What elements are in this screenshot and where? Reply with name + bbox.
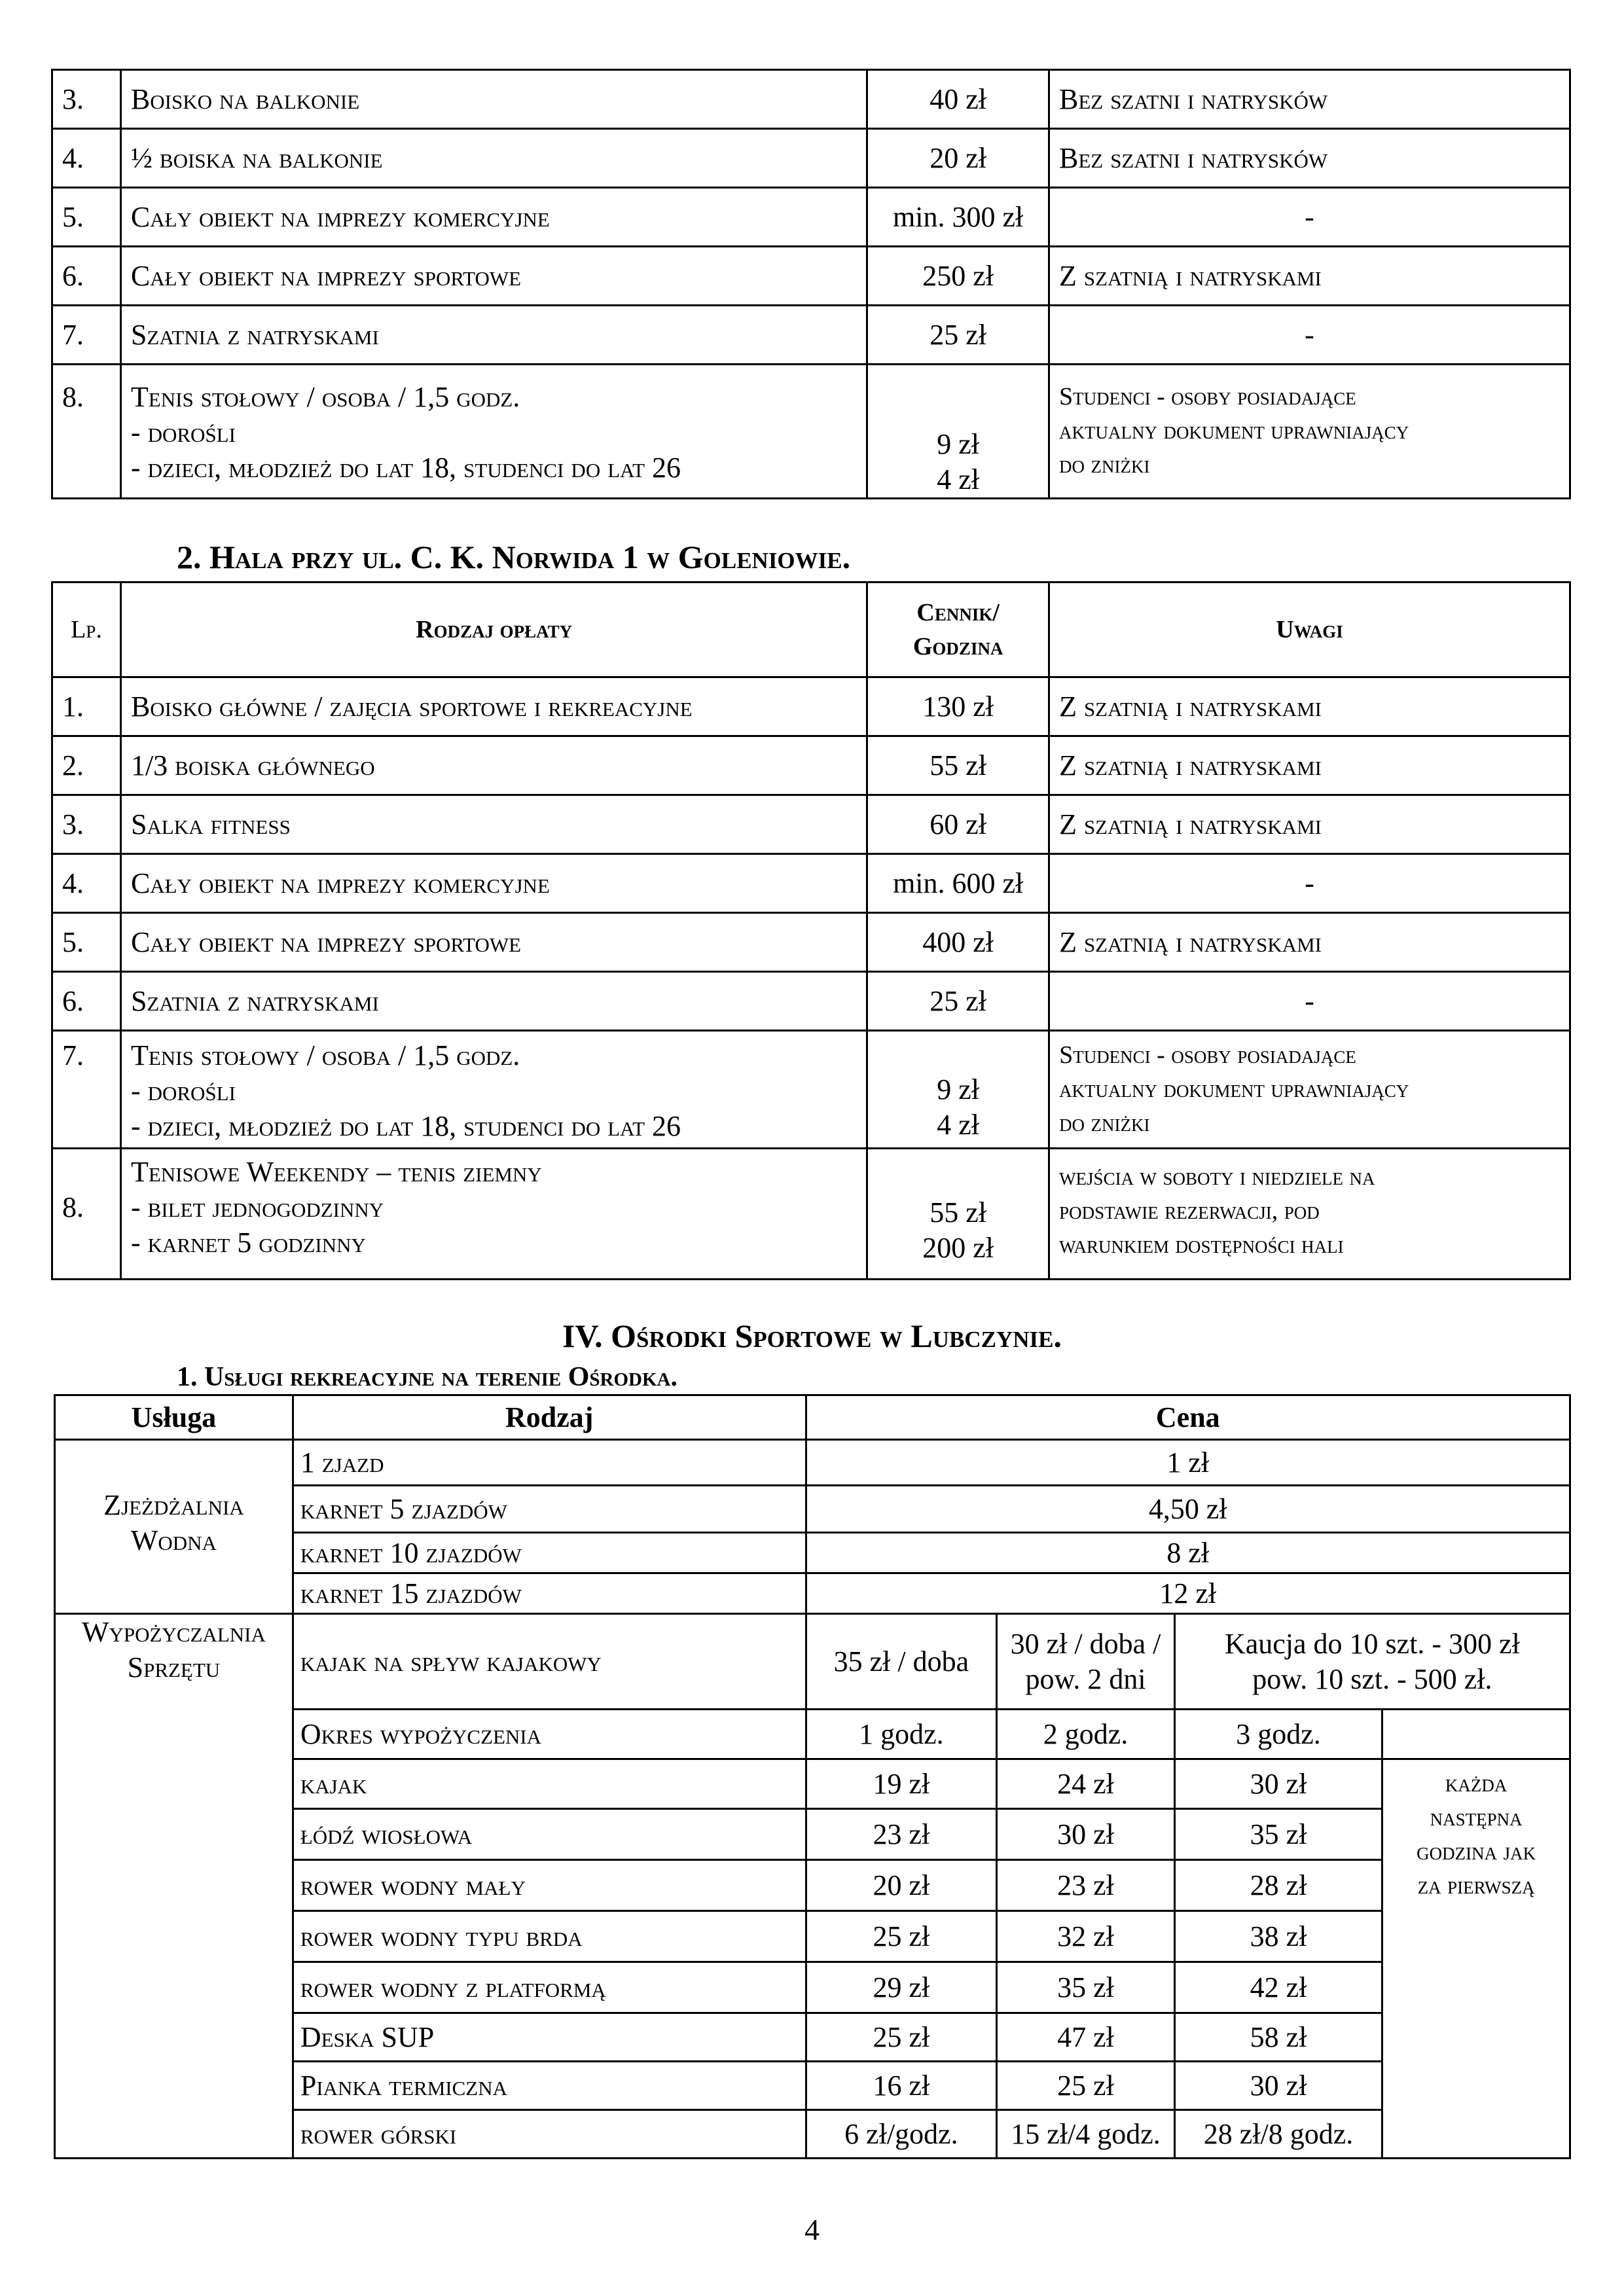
table-row bbox=[52, 854, 1570, 913]
table-row bbox=[52, 1031, 1570, 1149]
tenis-note: Studenci - osoby posiadające bbox=[1059, 1041, 1356, 1069]
table-row bbox=[52, 736, 1570, 795]
price-table-lubczyna bbox=[54, 1394, 1571, 2159]
table-row bbox=[52, 972, 1570, 1031]
name-cell: Cały obiekt na imprezy komercyjne bbox=[120, 854, 867, 913]
name-cell: Cały obiekt na imprezy sportowe bbox=[120, 247, 867, 306]
kind-cell: Pianka termiczna bbox=[293, 2062, 806, 2110]
name-cell bbox=[120, 1149, 867, 1280]
kind-cell: kajak bbox=[293, 1759, 806, 1809]
name-cell: Salka fitness bbox=[120, 795, 867, 854]
empty-cell bbox=[1382, 1710, 1570, 1759]
price-cell: 23 zł bbox=[806, 1809, 997, 1860]
price-cell: 15 zł/4 godz. bbox=[997, 2110, 1175, 2159]
price-cell bbox=[997, 1614, 1175, 1710]
lp-cell: 8. bbox=[52, 1149, 121, 1280]
price-cell: 25 zł bbox=[867, 306, 1049, 365]
price-cell: 29 zł bbox=[806, 1962, 997, 2013]
period-cell: 1 godz. bbox=[806, 1710, 997, 1759]
tenis-price: 9 zł bbox=[937, 428, 979, 460]
page-number: 4 bbox=[804, 2213, 820, 2246]
note-cell: - bbox=[1049, 306, 1570, 365]
tenis-note: aktualny dokument uprawniający bbox=[1058, 417, 1409, 444]
lp-cell: 2. bbox=[52, 736, 121, 795]
deposit-line: pow. 10 szt. - 500 zł. bbox=[1252, 1662, 1492, 1695]
price-cell: 130 zł bbox=[867, 677, 1049, 736]
price-cell: 28 zł/8 godz. bbox=[1174, 2110, 1382, 2159]
price-cell: 23 zł bbox=[997, 1860, 1175, 1911]
period-cell: 2 godz. bbox=[997, 1710, 1175, 1759]
note-cell: Z szatnią i natryskami bbox=[1049, 247, 1570, 306]
weekend-line: - karnet 5 godzinny bbox=[130, 1227, 366, 1259]
deposit-cell bbox=[1174, 1614, 1570, 1710]
price-cell bbox=[867, 1031, 1049, 1149]
tenis-price: 4 zł bbox=[937, 463, 979, 495]
lp-cell: 7. bbox=[52, 1031, 121, 1149]
table-row bbox=[52, 247, 1570, 306]
name-cell: Szatnia z natryskami bbox=[120, 972, 867, 1031]
lp-header: Lp. bbox=[52, 583, 121, 677]
price-cell: 250 zł bbox=[867, 247, 1049, 306]
price-cell: 35 zł bbox=[997, 1962, 1175, 2013]
table-row bbox=[52, 677, 1570, 736]
price-cell: 4,50 zł bbox=[806, 1486, 1570, 1533]
service-header: Usługa bbox=[55, 1395, 293, 1440]
price-cell: 40 zł bbox=[867, 70, 1049, 129]
lp-cell: 3. bbox=[52, 795, 121, 854]
kind-cell: karnet 5 zjazdów bbox=[293, 1486, 806, 1533]
price-cell: 20 zł bbox=[806, 1860, 997, 1911]
weekend-price: 55 zł bbox=[929, 1196, 987, 1229]
note-cell: Z szatnią i natryskami bbox=[1049, 795, 1570, 854]
kind-cell: kajak na spływ kajakowy bbox=[293, 1614, 806, 1710]
tenis-line: - dzieci, młodzież do lat 18, studenci do lat 26 bbox=[130, 1110, 681, 1142]
note-cell bbox=[1049, 365, 1570, 499]
price-cell bbox=[867, 365, 1049, 499]
lp-cell: 1. bbox=[52, 677, 121, 736]
price-header-line: Cennik/ bbox=[916, 599, 1000, 626]
table-row bbox=[52, 129, 1570, 188]
table-row bbox=[52, 1149, 1570, 1280]
tenis-title: Tenis stołowy / osoba / 1,5 godz. bbox=[130, 1039, 520, 1071]
service-cell-rental bbox=[55, 1614, 293, 2159]
table-row bbox=[52, 306, 1570, 365]
tenis-price: 4 zł bbox=[937, 1109, 980, 1141]
table-row bbox=[52, 795, 1570, 854]
service-label: Zjeżdżalnia bbox=[103, 1489, 244, 1521]
price-cell: 20 zł bbox=[867, 129, 1049, 188]
price-header: Cena bbox=[806, 1395, 1570, 1440]
tenis-price: 9 zł bbox=[937, 1073, 980, 1105]
price-cell bbox=[867, 1149, 1049, 1280]
tenis-note: aktualny dokument uprawniający bbox=[1059, 1075, 1409, 1103]
section-heading-lubczyna: IV. Ośrodki Sportowe w Lubczynie. bbox=[562, 1318, 1062, 1354]
note-cell: - bbox=[1049, 972, 1570, 1031]
deposit-line: Kaucja do 10 szt. - 300 zł bbox=[1224, 1627, 1520, 1660]
price-cell: 55 zł bbox=[867, 736, 1049, 795]
price-cell: 42 zł bbox=[1174, 1962, 1382, 2013]
note-line: za pierwszą bbox=[1417, 1872, 1535, 1899]
table-row bbox=[52, 913, 1570, 972]
note-cell: Z szatnią i natryskami bbox=[1049, 677, 1570, 736]
note-cell bbox=[1049, 1031, 1570, 1149]
price-line: 30 zł / doba / bbox=[1010, 1627, 1161, 1660]
price-cell: 60 zł bbox=[867, 795, 1049, 854]
lp-cell: 6. bbox=[52, 247, 121, 306]
note-cell: - bbox=[1049, 854, 1570, 913]
name-cell: Szatnia z natryskami bbox=[120, 306, 867, 365]
table-header-row bbox=[52, 583, 1570, 677]
price-cell: 38 zł bbox=[1174, 1911, 1382, 1962]
note-line: każda bbox=[1445, 1770, 1507, 1797]
name-header: Rodzaj opłaty bbox=[120, 583, 867, 677]
table-row bbox=[52, 188, 1570, 247]
kind-cell: rower górski bbox=[293, 2110, 806, 2159]
note-cell: - bbox=[1049, 188, 1570, 247]
price-cell: 400 zł bbox=[867, 913, 1049, 972]
kind-cell: Okres wypożyczenia bbox=[293, 1710, 806, 1759]
price-cell: 25 zł bbox=[867, 972, 1049, 1031]
price-cell: 25 zł bbox=[997, 2062, 1175, 2110]
subsection-heading-uslugi: 1. Usługi rekreacyjne na terenie Ośrodka. bbox=[177, 1362, 677, 1392]
note-cell bbox=[1049, 1149, 1570, 1280]
weekend-line: - bilet jednogodzinny bbox=[130, 1191, 384, 1223]
tenis-note: do zniżki bbox=[1058, 451, 1150, 478]
kind-cell: łódź wiosłowa bbox=[293, 1809, 806, 1860]
weekend-note: wejścia w soboty i niedziele na bbox=[1059, 1163, 1375, 1191]
price-cell: 58 zł bbox=[1174, 2013, 1382, 2062]
kind-cell: karnet 15 zjazdów bbox=[293, 1573, 806, 1614]
service-label: Sprzętu bbox=[127, 1651, 221, 1683]
section-heading-hala-norwida: 2. Hala przy ul. C. K. Norwida 1 w Goleniowie. bbox=[177, 539, 851, 575]
lp-cell: 4. bbox=[52, 129, 121, 188]
note-line: następna bbox=[1430, 1804, 1523, 1831]
lp-cell: 5. bbox=[52, 188, 121, 247]
kind-cell: rower wodny typu brda bbox=[293, 1911, 806, 1962]
tenis-title: Tenis stołowy / osoba / 1,5 godz. bbox=[130, 381, 520, 413]
price-cell: min. 600 zł bbox=[867, 854, 1049, 913]
price-cell: min. 300 zł bbox=[867, 188, 1049, 247]
price-header bbox=[867, 583, 1049, 677]
price-cell: 47 zł bbox=[997, 2013, 1175, 2062]
weekend-title: Tenisowe Weekendy – tenis ziemny bbox=[130, 1156, 542, 1188]
price-cell: 28 zł bbox=[1174, 1860, 1382, 1911]
note-header: Uwagi bbox=[1049, 583, 1570, 677]
table-row bbox=[52, 365, 1570, 499]
tenis-line: - dorośli bbox=[130, 416, 236, 448]
price-header-line: Godzina bbox=[912, 633, 1003, 660]
table-row bbox=[52, 70, 1570, 129]
weekend-note: warunkiem dostępności hali bbox=[1059, 1231, 1344, 1259]
price-cell: 6 zł/godz. bbox=[806, 2110, 997, 2159]
lp-cell: 4. bbox=[52, 854, 121, 913]
kind-cell: rower wodny z platformą bbox=[293, 1962, 806, 2013]
price-table-2 bbox=[51, 581, 1571, 1280]
table-row bbox=[55, 1614, 1570, 1710]
price-line: pow. 2 dni bbox=[1025, 1662, 1146, 1695]
tenis-note: do zniżki bbox=[1059, 1109, 1150, 1137]
kind-cell: rower wodny mały bbox=[293, 1860, 806, 1911]
name-cell: Cały obiekt na imprezy sportowe bbox=[120, 913, 867, 972]
price-cell: 24 zł bbox=[997, 1759, 1175, 1809]
price-cell: 30 zł bbox=[997, 1809, 1175, 1860]
service-label: Wodna bbox=[130, 1524, 217, 1556]
name-cell bbox=[120, 1031, 867, 1149]
service-label: Wypożyczalnia bbox=[81, 1616, 266, 1648]
price-cell: 35 zł / doba bbox=[806, 1614, 997, 1710]
tenis-line: - dorośli bbox=[130, 1075, 236, 1107]
name-cell: ½ boiska na balkonie bbox=[120, 129, 867, 188]
price-cell: 16 zł bbox=[806, 2062, 997, 2110]
lp-cell: 5. bbox=[52, 913, 121, 972]
price-cell: 25 zł bbox=[806, 2013, 997, 2062]
table-header-row bbox=[55, 1395, 1570, 1440]
price-cell: 32 zł bbox=[997, 1911, 1175, 1962]
kind-cell: 1 zjazd bbox=[293, 1440, 806, 1486]
price-cell: 8 zł bbox=[806, 1533, 1570, 1573]
lp-cell: 8. bbox=[52, 365, 121, 499]
name-cell: Boisko na balkonie bbox=[120, 70, 867, 129]
name-cell: Cały obiekt na imprezy komercyjne bbox=[120, 188, 867, 247]
price-cell: 35 zł bbox=[1174, 1809, 1382, 1860]
price-cell: 12 zł bbox=[806, 1573, 1570, 1614]
kind-header: Rodzaj bbox=[293, 1395, 806, 1440]
weekend-price: 200 zł bbox=[922, 1232, 994, 1264]
kind-cell: karnet 10 zjazdów bbox=[293, 1533, 806, 1573]
lp-cell: 3. bbox=[52, 70, 121, 129]
table-row bbox=[55, 1440, 1570, 1486]
note-cell: Bez szatni i natrysków bbox=[1049, 70, 1570, 129]
tenis-line: - dzieci, młodzież do lat 18, studenci do lat 26 bbox=[130, 452, 681, 484]
lp-cell: 7. bbox=[52, 306, 121, 365]
note-cell: Z szatnią i natryskami bbox=[1049, 913, 1570, 972]
name-cell: 1/3 boiska głównego bbox=[120, 736, 867, 795]
price-cell: 25 zł bbox=[806, 1911, 997, 1962]
price-table-1 bbox=[51, 69, 1571, 499]
weekend-note: podstawie rezerwacji, pod bbox=[1059, 1197, 1320, 1225]
name-cell bbox=[120, 365, 867, 499]
note-cell: Z szatnią i natryskami bbox=[1049, 736, 1570, 795]
name-cell: Boisko główne / zajęcia sportowe i rekreacyjne bbox=[120, 677, 867, 736]
price-cell: 30 zł bbox=[1174, 2062, 1382, 2110]
tenis-note: Studenci - osoby posiadające bbox=[1058, 383, 1356, 410]
lp-cell: 6. bbox=[52, 972, 121, 1031]
note-line: godzina jak bbox=[1416, 1838, 1536, 1865]
period-cell: 3 godz. bbox=[1174, 1710, 1382, 1759]
price-cell: 30 zł bbox=[1174, 1759, 1382, 1809]
note-cell: Bez szatni i natrysków bbox=[1049, 129, 1570, 188]
price-cell: 19 zł bbox=[806, 1759, 997, 1809]
kind-cell: Deska SUP bbox=[293, 2013, 806, 2062]
price-cell: 1 zł bbox=[806, 1440, 1570, 1486]
service-cell-slide bbox=[55, 1440, 293, 1614]
extra-hour-note bbox=[1382, 1759, 1570, 2159]
